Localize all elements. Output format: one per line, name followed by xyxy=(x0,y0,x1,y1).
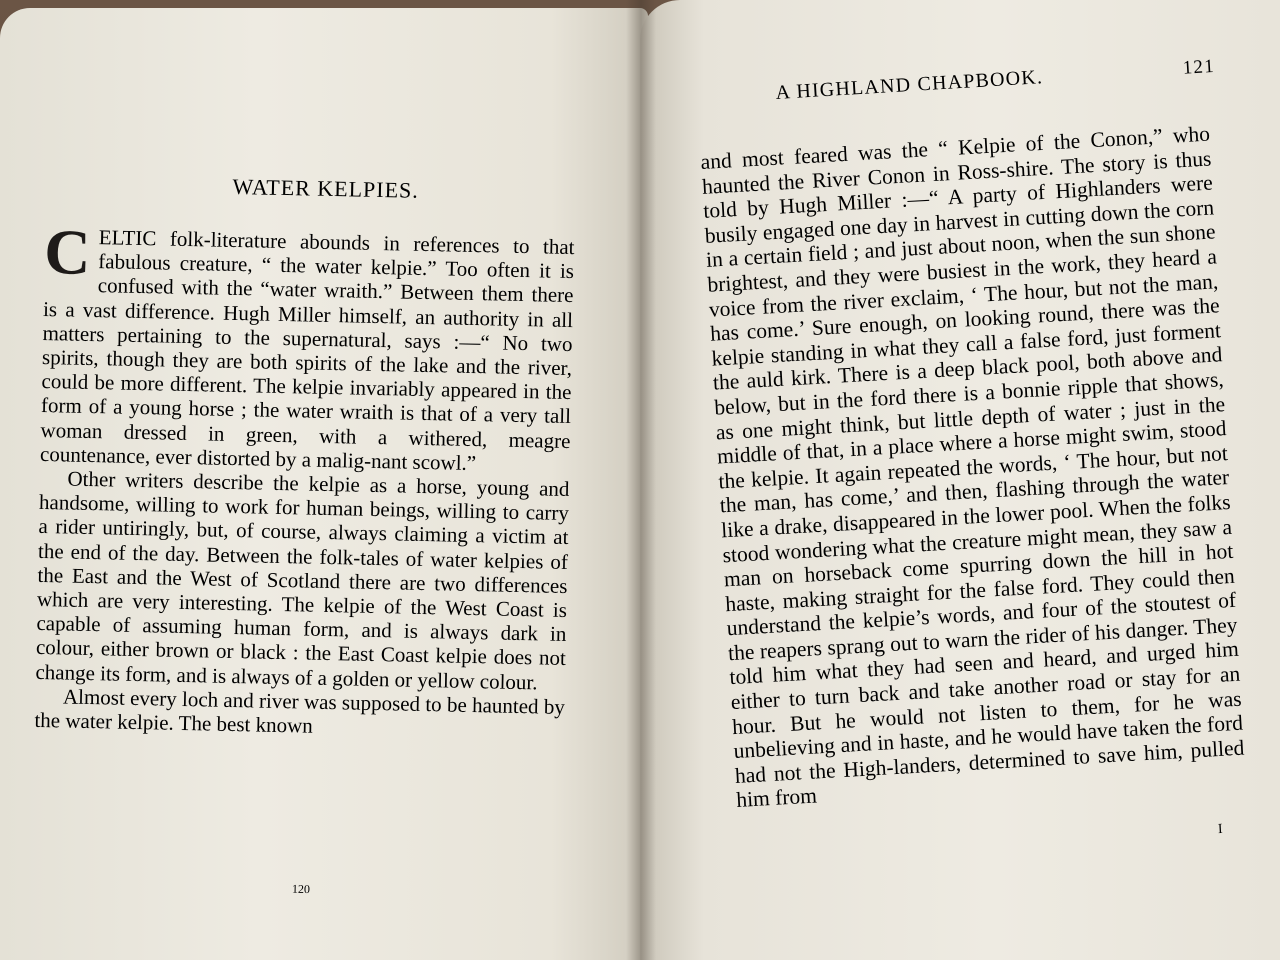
left-page-text xyxy=(34,170,576,743)
right-page-text xyxy=(700,122,1246,813)
signature-mark: I xyxy=(1217,821,1224,838)
page-number: 121 xyxy=(1182,55,1216,79)
paragraph: and most feared was the “ Kelpie of the Conon,” who haunted the River Conon in Ross-shire. The story is thus told by Hugh Miller :—“ A party of Highlanders were busily engaged one day in harvest in cutting down the corn in a certain field ; and just about noon, when the sun shone brightest, and they were busiest in the work, they heard a voice from the river exclaim, ‘ The hour, but not the man, has come.’ Sure enough, on looking round, there was the kelpie standing in what they call a false ford, just forment the auld kirk. There is a deep black pool, both above and below, but in the ford there is a bonnie ripple that shows, as one might think, but little depth of water ; just in the middle of that, in a place where a horse might swim, stood the kelpie. It again repeated the words, ‘ The hour, but not the man, has come,’ and then, flashing through the water like a drake, disappeared in the lower pool. When the folks stood wondering what the creature might mean, they saw a man on horseback come spurring down the hill in hot haste, making straight for the false ford. They could then understand the kelpie’s words, and four of the stoutest of the reapers sprang out to warn the rider of his danger. They told him what they had seen and heard, and urged him either to turn back and take another road or stay for an hour. But he would not listen to them, for he was unbelieving and in haste, and he would have taken the ford had not the High-landers, determined to save him, pulled him from xyxy=(700,121,1245,813)
paragraph-text: ELTIC folk-literature abounds in references to that fabulous creature, “ the water kelpie.” Too often it is confused with the “water wraith.” Between them there is a vast difference. Hugh Miller himself, an authority in all matters pertaining to the supernatural, says :—“ No two spirits, though they are both spirits of the lake and the river, could be more different. The kelpie invariably appeared in the form of a young horse ; the water wraith is that of a very tall woman dressed in green, with a withered, meagre countenance, ever distorted by a malig-nant scowl.” xyxy=(39,225,575,475)
paragraph: Other writers describe the kelpie as a horse, young and handsome, willing to work for human beings, willing to carry a rider untiringly, but, of course, always claiming a victim at the end of the day. Between the folk-tales of water kelpies of the East and the West of Scotland there are two differences which are very interesting. The kelpie of the West Coast is capable of assuming human form, and is always dark in colour, either brown or black : the East Coast kelpie does not change its form, and is always of a golden or yellow colour. xyxy=(35,466,570,695)
drop-cap: C xyxy=(43,215,92,288)
paragraph: Almost every loch and river was supposed to be haunted by the water kelpie. The best known xyxy=(34,684,566,738)
running-head-title: A HIGHLAND CHAPBOOK. xyxy=(775,66,1044,104)
page-folio: 120 xyxy=(291,881,311,897)
chapter-title: WATER KELPIES. xyxy=(232,173,420,203)
paragraph xyxy=(39,215,575,477)
book-gutter xyxy=(626,0,656,960)
